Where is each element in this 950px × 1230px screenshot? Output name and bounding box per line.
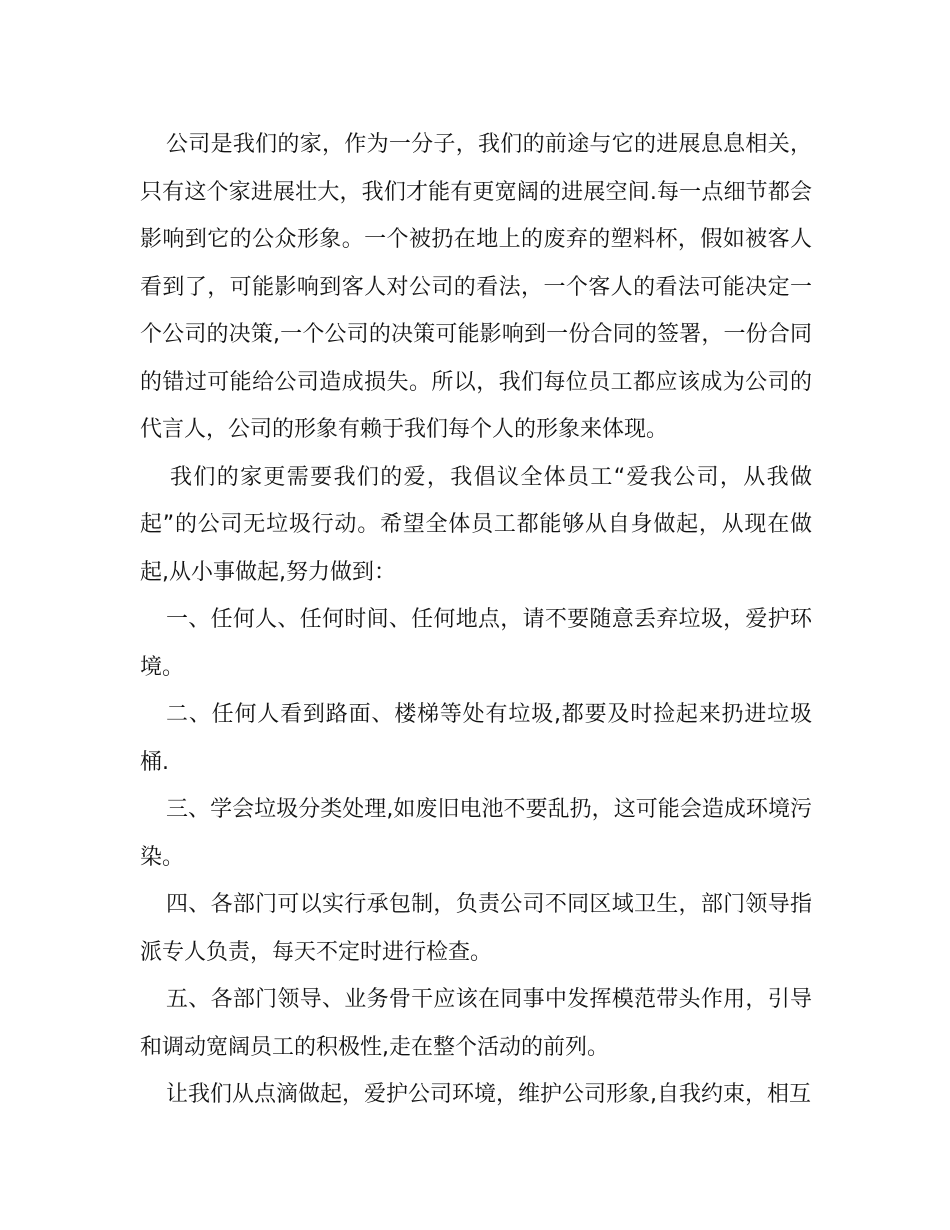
paragraph-item-4: 四、各部门可以实行承包制，负责公司不同区域卫生，部门领导指派专人负责，每天不定时进行检查。 <box>140 892 812 965</box>
paragraph-intro: 公司是我们的家，作为一分子，我们的前途与它的进展息息相关，只有这个家进展壮大，我们才能有更宽阔的进展空间.每一点细节都会影响到它的公众形象。一个被扔在地上的废弃的塑料杯，假如被客人看到了，可能影响到客人对公司的看法，一个客人的看法可能决定一个公司的决策,一个公司的决策可能影响到一份合同的签署，一份合同的错过可能给公司造成损失。所以，我们每位员工都应该成为公司的代言人，公司的形象有赖于我们每个人的形象来体现。 <box>140 132 812 442</box>
paragraph-initiative: 我们的家更需要我们的爱，我倡议全体员工“爱我公司，从我做起”的公司无垃圾行动。希望全体员工都能够从自身做起，从现在做起,从小事做起,努力做到： <box>140 464 812 585</box>
document-body <box>140 121 812 1119</box>
paragraph-item-3: 三、学会垃圾分类处理,如废旧电池不要乱扔，这可能会造成环境污染。 <box>140 797 812 870</box>
paragraph-closing: 让我们从点滴做起，爱护公司环境，维护公司形象,自我约束，相互 <box>166 1082 811 1107</box>
paragraph-item-2: 二、任何人看到路面、楼梯等处有垃圾,都要及时捡起来扔进垃圾桶. <box>140 702 812 775</box>
paragraph-item-1: 一、任何人、任何时间、任何地点，请不要随意丢弃垃圾，爱护环境。 <box>140 607 812 680</box>
paragraph-item-5: 五、各部门领导、业务骨干应该在同事中发挥模范带头作用，引导和调动宽阔员工的积极性,走在整个活动的前列。 <box>140 987 812 1060</box>
